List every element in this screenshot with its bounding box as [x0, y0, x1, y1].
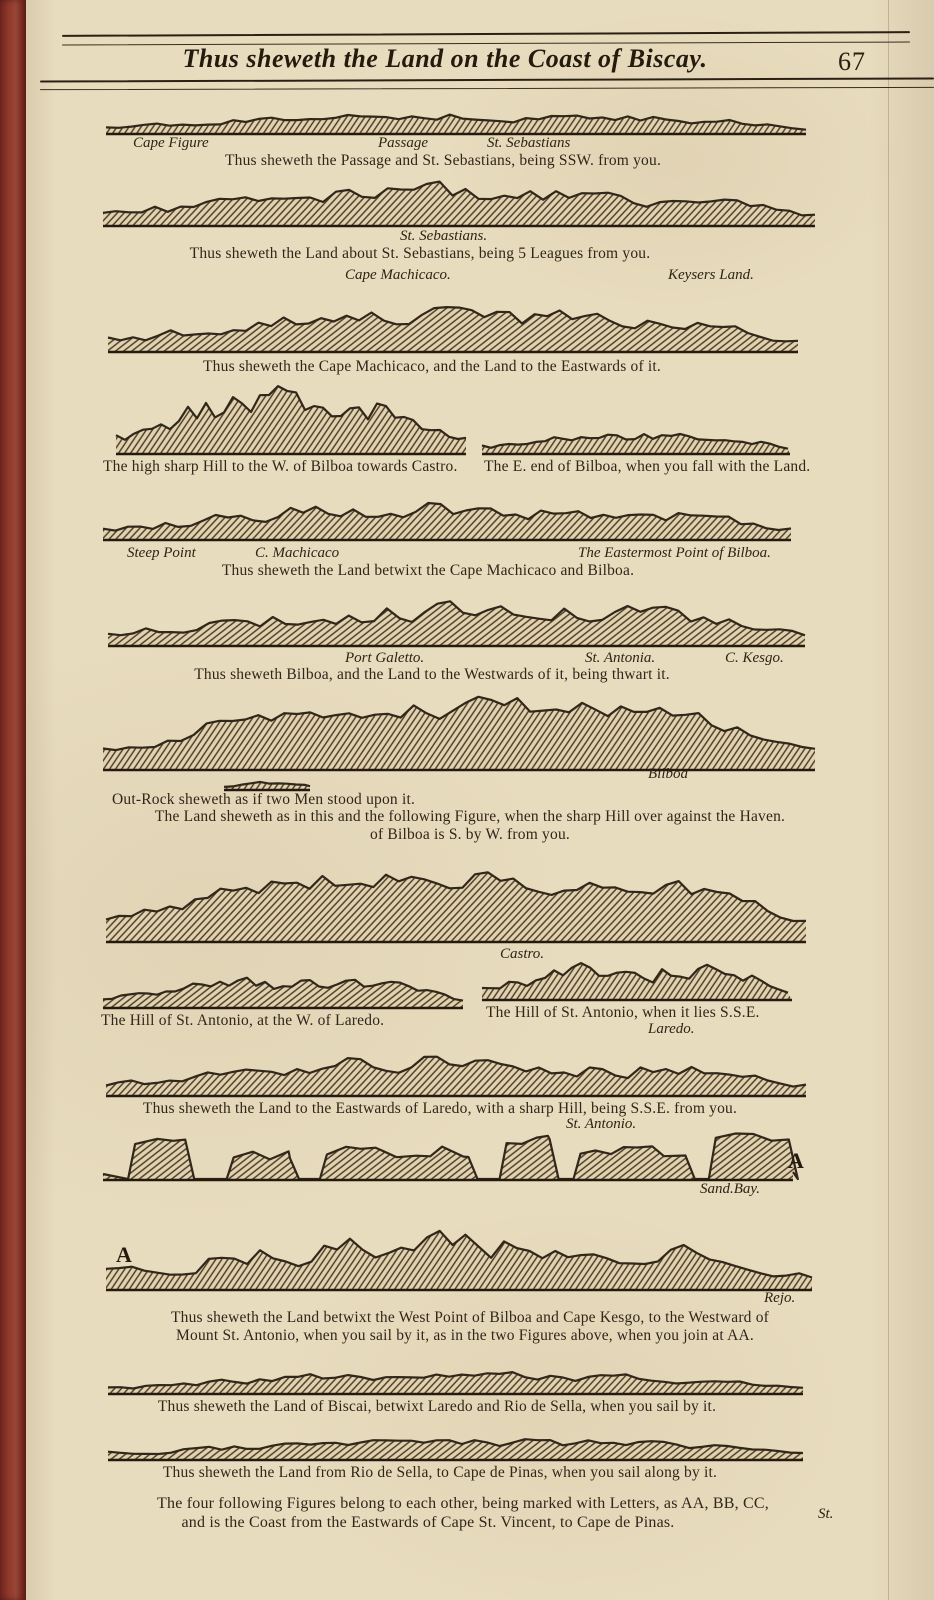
profile-label: Port Galetto.	[345, 650, 425, 666]
profile-label: Steep Point	[127, 545, 196, 561]
profile-label: Bilboa	[648, 766, 688, 782]
footer-note-line2: and is the Coast from the Eastwards of Cape St. Vincent, to Cape de Pinas.	[181, 1514, 675, 1531]
header-rule	[40, 77, 934, 82]
figure-caption: of Bilboa is S. by W. from you.	[370, 826, 570, 843]
figure-caption: Thus sheweth the Land from Rio de Sella, to Cape de Pinas, when you sail along by it.	[162, 1464, 718, 1481]
page-number: 67	[838, 47, 866, 76]
figure-caption: Thus sheweth the Land betwixt the Cape Machicaco and Bilboa.	[221, 562, 635, 579]
header-rule	[40, 87, 934, 90]
profile-label: Keysers Land.	[668, 267, 754, 283]
figure-caption: The Hill of St. Antonio, at the W. of Laredo.	[101, 1012, 385, 1029]
coast-profile-art	[116, 372, 466, 456]
coast-profile-art	[106, 846, 806, 944]
coast-profile-art	[103, 676, 815, 772]
coast-profile-art	[103, 1128, 793, 1182]
figure-caption: Thus sheweth the Land of Biscai, betwixt Laredo and Rio de Sella, when you sail by it.	[157, 1398, 717, 1415]
profile-label: St. Sebastians.	[400, 228, 488, 244]
join-letter-mark: A	[116, 1242, 132, 1267]
profile-label: St. Antonio.	[566, 1116, 637, 1132]
profile-label: C. Machicaco	[255, 545, 340, 561]
coast-profile-art	[103, 166, 815, 228]
figure-caption: Thus sheweth the Cape Machicaco, and the Land to the Eastwards of it.	[203, 358, 661, 375]
profile-label: Castro.	[500, 946, 545, 962]
figure-caption: The Hill of St. Antonio, when it lies S.S.E.	[486, 1004, 760, 1021]
profile-label: Laredo.	[648, 1021, 695, 1037]
coast-profile-art	[103, 960, 463, 1010]
coast-profile-art	[108, 284, 798, 354]
figure-caption: Mount St. Antonio, when you sail by it, as in the two Figures above, when you join at AA.	[176, 1327, 754, 1344]
profile-label: St. Sebastians	[487, 135, 571, 151]
figure-caption: Thus sheweth the Land to the Eastwards of Laredo, with a sharp Hill, being S.S.E. from you.	[142, 1100, 738, 1117]
profile-label: C. Kesgo.	[725, 650, 784, 666]
coast-profile-art	[482, 410, 790, 456]
join-letter-mark: A	[788, 1148, 804, 1173]
figure-caption: Out-Rock sheweth as if two Men stood upon it.	[112, 791, 416, 808]
header-rule	[62, 31, 910, 37]
figure-caption: Thus sheweth Bilboa, and the Land to the Westwards of it, being thwart it.	[194, 666, 670, 683]
coast-profile-art	[224, 770, 310, 792]
profile-label: Rejo.	[764, 1290, 796, 1306]
profile-label: Passage	[378, 135, 428, 151]
coast-profile-art	[106, 1032, 806, 1098]
profile-label: Cape Machicaco.	[345, 267, 451, 283]
page-title: Thus sheweth the Land on the Coast of Biscay.	[182, 44, 708, 73]
profile-label: Sand.Bay.	[700, 1181, 760, 1197]
profile-label: The Eastermost Point of Bilboa.	[578, 545, 771, 561]
footer-note-line1: The four following Figures belong to each other, being marked with Letters, as AA, BB, CC,	[157, 1495, 769, 1512]
coast-profile-art	[108, 578, 805, 648]
profile-label: Cape Figure	[133, 135, 209, 151]
book-edge	[0, 0, 26, 1600]
figure-caption: Thus sheweth the Passage and St. Sebastians, being SSW. from you.	[224, 152, 662, 169]
coast-profile-art	[482, 948, 792, 1002]
coast-profile-art	[108, 1348, 803, 1396]
coast-profile-art	[106, 1212, 812, 1292]
catchword: St.	[818, 1506, 834, 1522]
coast-profile-art	[103, 476, 791, 542]
profile-label: St. Antonia.	[585, 650, 656, 666]
page-crease	[888, 0, 889, 1600]
figure-caption: The high sharp Hill to the W. of Bilboa towards Castro.	[103, 458, 458, 475]
figure-caption: Thus sheweth the Land about St. Sebastians, being 5 Leagues from you.	[189, 245, 651, 262]
coast-profile-art	[106, 94, 806, 136]
figure-caption: The E. end of Bilboa, when you fall with the Land.	[484, 458, 811, 475]
figure-caption: The Land sheweth as in this and the following Figure, when the sharp Hill over against the Haven.	[154, 808, 786, 825]
coast-profile-art	[108, 1414, 803, 1462]
figure-caption: Thus sheweth the Land betwixt the West Point of Bilboa and Cape Kesgo, to the Westward of	[170, 1309, 770, 1326]
